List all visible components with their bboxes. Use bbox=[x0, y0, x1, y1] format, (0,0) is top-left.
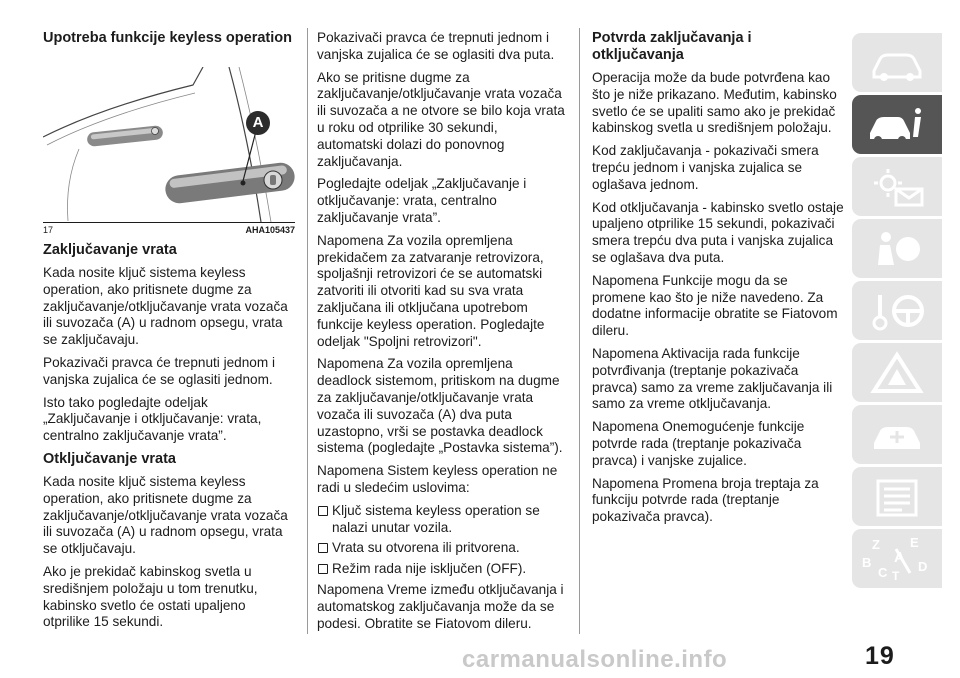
note-paragraph: Napomena Za vozila opremljena prekidačem za zatvaranje retrovizora, spoljašnji retrovizori će se automatski zatvoriti ili otvoriti kad su sva vrata zaključana ili otključana upotrebom funkcije keyless operation. Pogledajte odeljak "Spoljni retrovizori". bbox=[317, 232, 545, 349]
list-item bbox=[317, 503, 567, 537]
paragraph: Kada nosite ključ sistema keyless operation, ako pritisnete dugme za zaključavanje/otključavanje vrata vozača ili suvozača (A) u radnom opsegu, vrata se zaključavaju. bbox=[43, 265, 288, 348]
index-letter: Z bbox=[872, 537, 880, 552]
index-letter: C bbox=[878, 565, 888, 580]
chapter-tabs bbox=[852, 33, 942, 591]
tab-warning-lights[interactable] bbox=[852, 157, 942, 216]
note-paragraph: Napomena Aktivacija rada funkcije potvrđivanja (treptanje pokazivača pravca) samo za vreme zaključavanja ili samo za vreme otključavanja. bbox=[592, 345, 833, 412]
tab-emergency[interactable] bbox=[852, 343, 942, 402]
section-title-keyless: Upotreba funkcije keyless operation bbox=[43, 30, 292, 46]
tab-technical-data[interactable] bbox=[852, 467, 942, 526]
note-paragraph: Napomena Onemogućenje funkcije potvrde rada (treptanje pokazivača pravca) i vanjske zujalice. bbox=[592, 419, 805, 468]
lock-heading: Zaključavanje vrata bbox=[43, 242, 177, 258]
note-paragraph: Napomena Promena broja treptaja za funkciju potvrde rada (treptanje pokazivača pravca). bbox=[592, 475, 819, 525]
list-item-text: Ključ sistema keyless operation se nalazi unutar vozila. bbox=[332, 502, 540, 535]
checkbox-bullet-icon bbox=[318, 543, 328, 553]
note-paragraph: Napomena Za vozila opremljena deadlock sistemom, pritiskom na dugme za zaključavanje/otključavanje vrata vozača ili suvozača (A) dva puta uzastopno, vrši se postavka deadlock sistema (pogledajte „Postavka sistema”). bbox=[317, 356, 563, 456]
paragraph: Operacija može da bude potvrđena kao što je niže prikazano. Međutim, kabinsko svetlo će se upaliti samo ako je prekidač kabinskog svetla u središnjem položaju. bbox=[592, 70, 837, 136]
watermark: carmanualsonline.info bbox=[462, 646, 728, 673]
airbag-safety-icon bbox=[866, 227, 928, 271]
column-divider bbox=[307, 28, 308, 634]
column-2 bbox=[317, 30, 567, 638]
index-letter: A bbox=[894, 549, 905, 566]
car-info-icon bbox=[866, 103, 928, 147]
paragraph: Pokazivači pravca će trepnuti jednom i vanjska zujalica će se oglasiti jednom. bbox=[43, 354, 275, 387]
index-letter: E bbox=[910, 535, 919, 550]
warning-light-message-icon bbox=[866, 165, 928, 209]
unlock-heading: Otključavanje vrata bbox=[43, 450, 176, 467]
tab-maintenance[interactable] bbox=[852, 405, 942, 464]
list-item bbox=[317, 540, 567, 557]
list-item-text: Režim rada nije isključen (OFF). bbox=[332, 561, 527, 577]
car-maintenance-icon bbox=[866, 413, 928, 457]
callout-label-a: A bbox=[252, 114, 264, 131]
index-letter: B bbox=[862, 555, 872, 570]
technical-data-icon bbox=[866, 475, 928, 519]
index-letter: T bbox=[892, 569, 900, 583]
paragraph: Pokazivači pravca će trepnuti jednom i vanjska zujalica će se oglasiti dva puta. bbox=[317, 30, 555, 62]
paragraph: Kod zaključavanja - pokazivači smera trepću jednom i vanjska zujalica se oglašava jednom. bbox=[592, 143, 819, 192]
confirmation-heading: Potvrda zaključavanja i otključavanja bbox=[592, 30, 752, 63]
car-dashboard-icon bbox=[866, 41, 928, 85]
tab-dashboard[interactable] bbox=[852, 33, 942, 92]
checkbox-bullet-icon bbox=[318, 564, 328, 574]
door-handle-illustration bbox=[43, 67, 295, 222]
page-number: 19 bbox=[865, 642, 895, 670]
emergency-hazard-icon bbox=[866, 351, 928, 395]
list-item-text: Vrata su otvorena ili pritvorena. bbox=[332, 540, 520, 556]
note-paragraph: Napomena Vreme između otključavanja i automatskog zaključavanja može da se podesi. Obratite se Fiatovom dileru. bbox=[317, 581, 564, 631]
column-1 bbox=[43, 30, 295, 637]
tab-starting-driving[interactable] bbox=[852, 281, 942, 340]
tab-index[interactable] bbox=[852, 529, 942, 588]
paragraph: Pogledajte odeljak „Zaključavanje i otključavanje: vrata, centralno zaključavanje vrata”. bbox=[317, 176, 527, 225]
note-paragraph: Napomena Sistem keyless operation ne radi u sledećim uslovima: bbox=[317, 463, 558, 495]
paragraph: Kada nosite ključ sistema keyless operation, ako pritisnete dugme za zaključavanje/otključavanje vrata vozača ili suvozača (A) u radnom opsegu, vrata se otključavaju. bbox=[43, 473, 288, 557]
key-steering-wheel-icon bbox=[866, 289, 928, 333]
paragraph: Ako se pritisne dugme za zaključavanje/otključavanje vrata vozača ili suvozača a ne otvore se bilo koja vrata u roku od otprilike 30 sekundi, automatski dolazi do ponovnog zaključavanja. bbox=[317, 69, 565, 169]
checkbox-bullet-icon bbox=[318, 506, 328, 516]
list-item bbox=[317, 561, 567, 578]
column-divider bbox=[579, 28, 580, 634]
paragraph: Ako je prekidač kabinskog svetla u središnjem položaju u tom trenutku, kabinsko svetlo će ostati upaljeno otprilike 15 sekundi. bbox=[43, 563, 258, 630]
figure-number: 17 bbox=[43, 225, 54, 235]
figure-caption bbox=[43, 222, 295, 236]
tab-safety[interactable] bbox=[852, 219, 942, 278]
figure-code: AHA105437 bbox=[245, 225, 295, 235]
figure-17 bbox=[43, 67, 295, 236]
paragraph: Isto tako pogledajte odeljak „Zaključavanje i otključavanje: vrata, centralno zaključavanje vrata”. bbox=[43, 394, 262, 444]
column-3 bbox=[592, 30, 844, 532]
note-paragraph: Napomena Funkcije mogu da se promene kao što je niže navedeno. Za dodatne informacije obratite se Fiatovom dileru. bbox=[592, 272, 838, 339]
tab-car-info[interactable] bbox=[852, 95, 942, 154]
paragraph: Kod otključavanja - kabinsko svetlo ostaje upaljeno otprilike 15 sekundi, pokazivači smera trepću dva puta i vanjska zujalica se oglašava dva puta. bbox=[592, 199, 844, 265]
index-letter: D bbox=[918, 559, 928, 574]
